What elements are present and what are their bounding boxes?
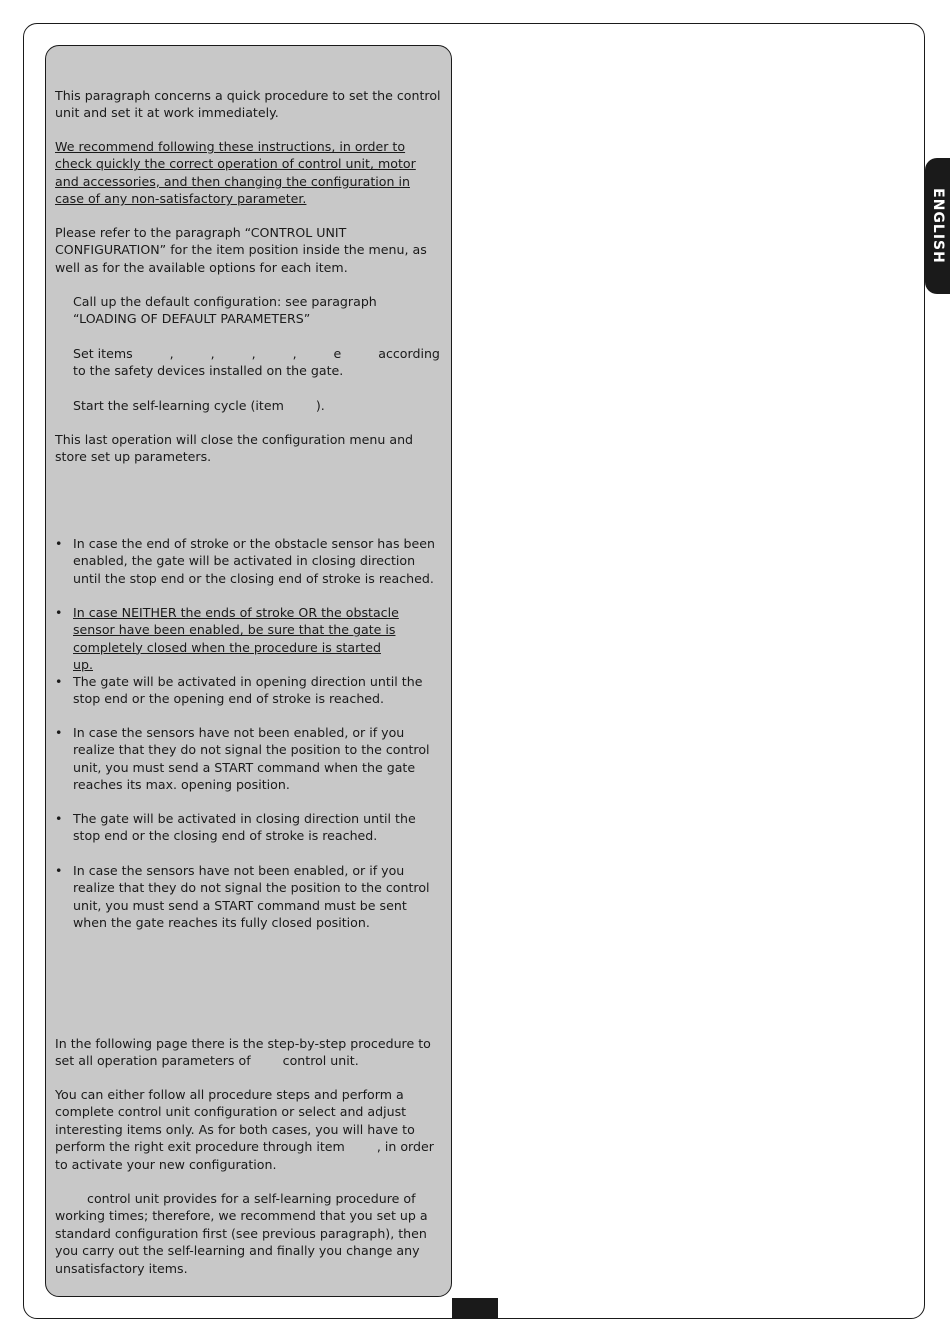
- bullet-mark: •: [55, 674, 63, 689]
- step-2-word: ,: [169, 346, 174, 361]
- quick-step-3: Start the self-learning cycle (item ).: [73, 398, 325, 413]
- bullet-item-5: The gate will be activated in closing direction until the stop end or the closing end of stroke is reached.: [73, 811, 416, 844]
- bullet-item-6: In case the sensors have not been enabled, or if you realize that they do not signal the position to the control unit, you must send a START command must be sent when the gate reaches its fully closed position.: [73, 863, 430, 931]
- bullet-mark: •: [55, 605, 63, 620]
- step-2-word: Set items: [73, 346, 133, 361]
- step-2-word: according: [378, 346, 440, 361]
- config-paragraph-2: You can either follow all procedure steps and perform a complete control unit configuration or select and adjust interesting items only. As for both cases, you will have to perform the right exit procedure through item , in order to activate your new configuration.: [55, 1087, 438, 1172]
- quick-step-2-line: [73, 345, 440, 362]
- bullet-item-2: In case NEITHER the ends of stroke OR the obstacle sensor have been enabled, be sure that the gate is completely closed when the procedure is started up.: [73, 605, 399, 673]
- language-tab: [925, 158, 950, 294]
- bullet-mark: •: [55, 725, 63, 740]
- step-2-word: ,: [251, 346, 256, 361]
- config-paragraph-1: In the following page there is the step-by-step procedure to set all operation parameters of control unit.: [55, 1036, 435, 1069]
- quick-closing: This last operation will close the configuration menu and store set up parameters.: [55, 432, 414, 465]
- bullet-item-3: The gate will be activated in opening direction until the stop end or the opening end of stroke is reached.: [73, 674, 423, 707]
- page-number-tab: [452, 1298, 498, 1319]
- language-tab-label: ENGLISH: [929, 188, 946, 264]
- bullet-mark: •: [55, 536, 63, 551]
- step-2-word: ,: [292, 346, 297, 361]
- step-2-word: ,: [210, 346, 215, 361]
- quick-step-1: Call up the default configuration: see paragraph “LOADING OF DEFAULT PARAMETERS”: [73, 294, 377, 327]
- step-2-word: e: [333, 346, 342, 361]
- quick-step-2-continued: to the safety devices installed on the gate.: [73, 363, 344, 378]
- bullet-mark: •: [55, 863, 63, 878]
- bullet-item-1: In case the end of stroke or the obstacle sensor has been enabled, the gate will be activated in closing direction until the stop end or the closing end of stroke is reached.: [73, 536, 436, 586]
- quick-recommend: We recommend following these instructions, in order to check quickly the correct operation of control unit, motor and accessories, and then changing the configuration in case of any non-satisfactory parameter.: [55, 139, 416, 207]
- bullet-item-4: In case the sensors have not been enabled, or if you realize that they do not signal the position to the control unit, you must send a START command when the gate reaches its max. opening position.: [73, 725, 430, 793]
- bullet-mark: •: [55, 811, 63, 826]
- quick-refer: Please refer to the paragraph “CONTROL UNIT CONFIGURATION” for the item position inside the menu, as well as for the available options for each item.: [55, 225, 427, 275]
- config-paragraph-3: control unit provides for a self-learning procedure of working times; therefore, we recommend that you set up a standard configuration first (see previous paragraph), then you carry out the self-learning and finally you change any unsatisfactory items.: [55, 1191, 432, 1276]
- quick-intro: This paragraph concerns a quick procedure to set the control unit and set it at work immediately.: [55, 88, 441, 121]
